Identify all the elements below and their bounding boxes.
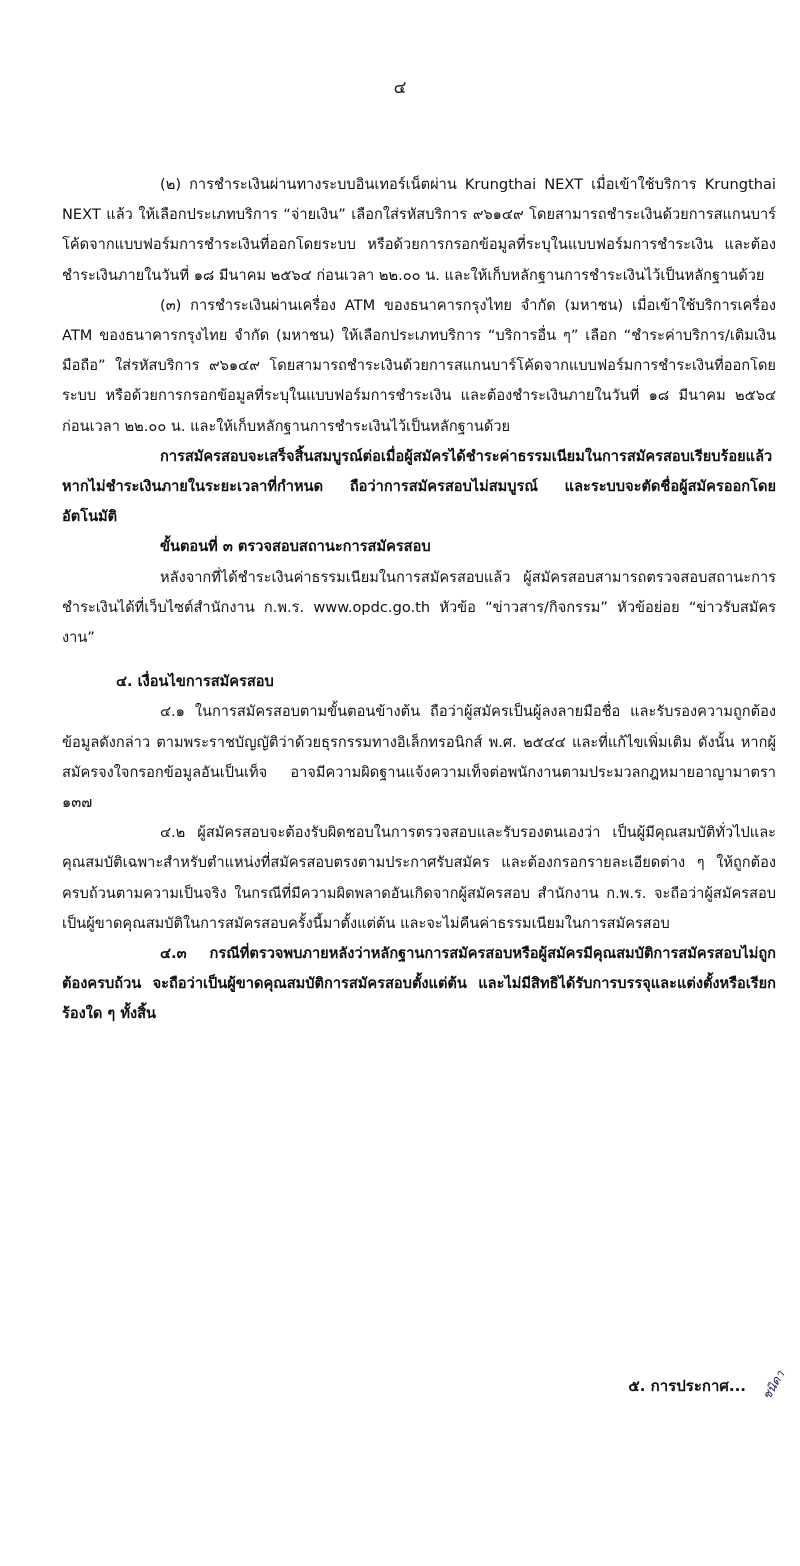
document-body [62, 170, 776, 1030]
continuation-note: ๕. การประกาศ... [628, 1377, 746, 1395]
paragraph-atm: (๓) การชำระเงินผ่านเครื่อง ATM ของธนาคารกรุงไทย จำกัด (มหาชน) เมื่อเข้าใช้บริการเครื่อง ATM ของธนาคารกรุงไทย จำกัด (มหาชน) ให้เลือกประเภทบริการ “บริการอื่น ๆ” เลือก “ชำระค่าบริการ/เติมเงินมือถือ” ใส่รหัสบริการ ๙๖๑๔๙ โดยสามารถชำระเงินด้วยการสแกนบาร์โค้ดจากแบบฟอร์มการชำระเงินที่ออกโดยระบบ หรือด้วยการกรอกข้อมูลที่ระบุในแบบฟอร์มการชำระเงิน และต้องชำระเงินภายในวันที่ ๑๘ มีนาคม ๒๕๖๔ ก่อนเวลา ๒๒.๐๐ น. และให้เก็บหลักฐานการชำระเงินไว้เป็นหลักฐานด้วย [62, 296, 776, 435]
paragraph-condition-4-3: ๔.๓ กรณีที่ตรวจพบภายหลังว่าหลักฐานการสมัครสอบหรือผู้สมัครมีคุณสมบัติการสมัครสอบไม่ถูกต้องครบถ้วน จะถือว่าเป็นผู้ขาดคุณสมบัติการสมัครสอบตั้งแต่ต้น และไม่มีสิทธิได้รับการบรรจุและแต่งตั้งหรือเรียกร้องใด ๆ ทั้งสิ้น [62, 945, 776, 1023]
paragraph-krungthai-next: (๒) การชำระเงินผ่านทางระบบอินเทอร์เน็ตผ่าน Krungthai NEXT เมื่อเข้าใช้บริการ Krungthai NEXT แล้ว ให้เลือกประเภทบริการ “จ่ายเงิน” เลือกใส่รหัสบริการ ๙๖๑๔๙ โดยสามารถชำระเงินด้วยการสแกนบาร์โค้ดจากแบบฟอร์มการชำระเงินที่ออกโดยระบบ หรือด้วยการกรอกข้อมูลที่ระบุในแบบฟอร์มการชำระเงิน และต้องชำระเงินภายในวันที่ ๑๘ มีนาคม ๒๕๖๔ ก่อนเวลา ๒๒.๐๐ น. และให้เก็บหลักฐานการชำระเงินไว้เป็นหลักฐานด้วย [62, 176, 776, 284]
section-spacer [62, 653, 776, 667]
step3-heading: ขั้นตอนที่ ๓ ตรวจสอบสถานะการสมัครสอบ [160, 538, 431, 556]
page-number: ๔ [393, 78, 407, 98]
paragraph-step3-body: หลังจากที่ได้ชำระเงินค่าธรรมเนียมในการสมัครสอบแล้ว ผู้สมัครสอบสามารถตรวจสอบสถานะการชำระเงินได้ที่เว็บไซต์สำนักงาน ก.พ.ร. www.opdc.go.th หัวข้อ “ข่าวสาร/กิจกรรม” หัวข้อย่อย “ข่าวรับสมัครงาน” [62, 568, 776, 647]
section4-heading: ๔. เงื่อนไขการสมัครสอบ [116, 673, 274, 691]
paragraph-complete-note: การสมัครสอบจะเสร็จสิ้นสมบูรณ์ต่อเมื่อผู้สมัครได้ชำระค่าธรรมเนียมในการสมัครสอบเรียบร้อยแล้ว หากไม่ชำระเงินภายในระยะเวลาที่กำหนด ถือว่าการสมัครสอบไม่สมบูรณ์ และระบบจะตัดชื่อผู้สมัครออกโดยอัตโนมัติ [62, 447, 776, 526]
paragraph-condition-4-2: ๔.๒ ผู้สมัครสอบจะต้องรับผิดชอบในการตรวจสอบและรับรองตนเองว่า เป็นผู้มีคุณสมบัติทั่วไปและคุณสมบัติเฉพาะสำหรับตำแหน่งที่สมัครสอบตรงตามประกาศรับสมัคร และต้องกรอกรายละเอียดต่าง ๆ ให้ถูกต้องครบถ้วนตามความเป็นจริง ในกรณีที่มีความผิดพลาดอันเกิดจากผู้สมัครสอบ สำนักงาน ก.พ.ร. จะถือว่าผู้สมัครสอบเป็นผู้ขาดคุณสมบัติในการสมัครสอบครั้งนี้มาตั้งแต่ต้น และจะไม่คืนค่าธรรมเนียมในการสมัครสอบ [62, 824, 776, 932]
handwritten-initials: ชนิดา [759, 1368, 788, 1402]
paragraph-condition-4-1: ๔.๑ ในการสมัครสอบตามขั้นตอนข้างต้น ถือว่าผู้สมัครเป็นผู้ลงลายมือชื่อ และรับรองความถูกต้องข้อมูลดังกล่าว ตามพระราชบัญญัติว่าด้วยธุรกรรมทางอิเล็กทรอนิกส์ พ.ศ. ๒๕๔๔ และที่แก้ไขเพิ่มเติม ดังนั้น หากผู้สมัครจงใจกรอกข้อมูลอันเป็นเท็จ อาจมีความผิดฐานแจ้งความเท็จต่อพนักงานตามประมวลกฎหมายอาญามาตรา ๑๓๗ [62, 703, 776, 812]
